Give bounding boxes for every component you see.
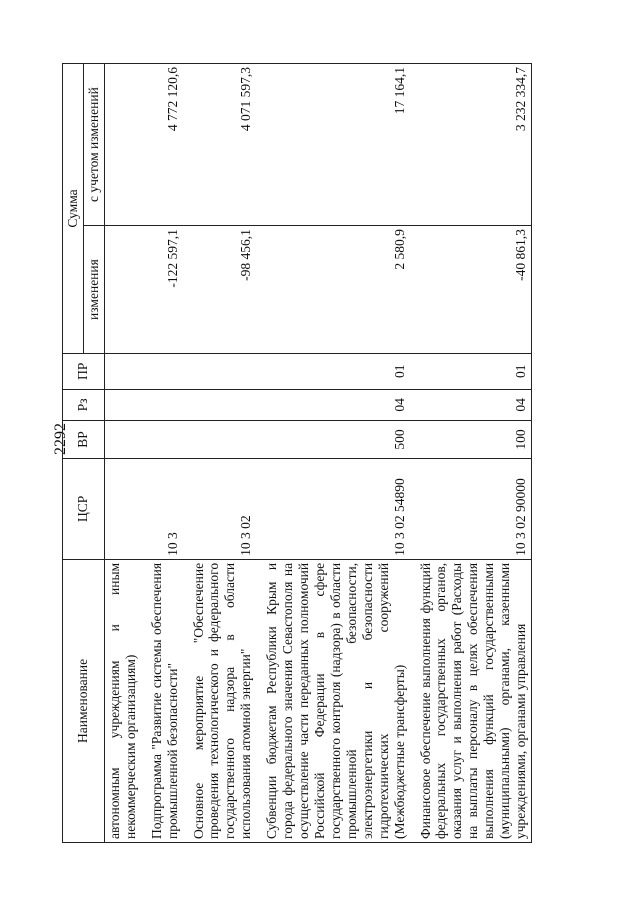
row-vr: [104, 421, 140, 459]
row-changes: -40 861,3: [410, 226, 532, 354]
header-with-changes: с учетом изменений: [83, 64, 104, 226]
row-name: Подпрограмма "Развитие системы обеспечения промышленной безопасности": [141, 559, 183, 842]
header-csr: ЦСР: [63, 458, 105, 559]
row-rz: [104, 389, 140, 421]
row-total: [104, 64, 140, 226]
row-total: 17 164,1: [256, 64, 409, 226]
row-csr: 10 3 02 90000: [410, 458, 532, 559]
row-csr: 10 3 02: [183, 458, 257, 559]
row-changes: [104, 226, 140, 354]
budget-table-rotated: [62, 63, 622, 843]
page-number: 2292: [52, 423, 69, 455]
row-vr: 100: [410, 421, 532, 459]
row-total: 4 071 597,3: [183, 64, 257, 226]
row-pr: 01: [410, 353, 532, 389]
row-rz: [141, 389, 183, 421]
header-name: Наименование: [63, 559, 105, 842]
row-name: Субвенции бюджетам Республики Крым и города федерального значения Севастополя на осуществление части переданных полномочий Российской Федерации в сфере государственного контроля (надзора) в области промышленной безопасности, электроэнергетики и безопасности гидротехнических сооружений (Межбюджетные трансферты): [256, 559, 409, 842]
row-csr: 10 3 02 54890: [256, 458, 409, 559]
row-rz: 04: [256, 389, 409, 421]
row-pr: [104, 353, 140, 389]
row-csr: 10 3: [141, 458, 183, 559]
row-name: Основное мероприятие "Обеспечение проведения технологического и федерального государственного надзора в области использования атомной энергии": [183, 559, 257, 842]
table-row: [410, 64, 532, 843]
row-vr: 500: [256, 421, 409, 459]
row-name: Финансовое обеспечение выполнения функций федеральных государственных органов, оказания услуг и выполнения работ (Расходы на выплаты персоналу в целях обеспечения выполнения функций государственными (муниципальными) органами, казенными учреждениями, органами управления: [410, 559, 532, 842]
row-pr: [141, 353, 183, 389]
row-pr: 01: [256, 353, 409, 389]
row-rz: 04: [410, 389, 532, 421]
row-total: 3 232 334,7: [410, 64, 532, 226]
row-total: 4 772 120,6: [141, 64, 183, 226]
header-vr: ВР: [63, 421, 105, 459]
row-rz: [183, 389, 257, 421]
table-row: [183, 64, 257, 843]
row-vr: [183, 421, 257, 459]
header-sum: Сумма: [63, 64, 84, 354]
row-vr: [141, 421, 183, 459]
header-pr: ПР: [63, 353, 105, 389]
header-changes: изменения: [83, 226, 104, 354]
row-pr: [183, 353, 257, 389]
table-row: [141, 64, 183, 843]
table-row: [256, 64, 409, 843]
table-row: [104, 64, 140, 843]
row-changes: 2 580,9: [256, 226, 409, 354]
row-changes: -122 597,1: [141, 226, 183, 354]
row-name: автономным учреждениям и иным некоммерческим организациям): [104, 559, 140, 842]
row-changes: -98 456,1: [183, 226, 257, 354]
header-rz: Рз: [63, 389, 105, 421]
table-body: [104, 64, 531, 843]
budget-table: [62, 63, 532, 843]
row-csr: [104, 458, 140, 559]
